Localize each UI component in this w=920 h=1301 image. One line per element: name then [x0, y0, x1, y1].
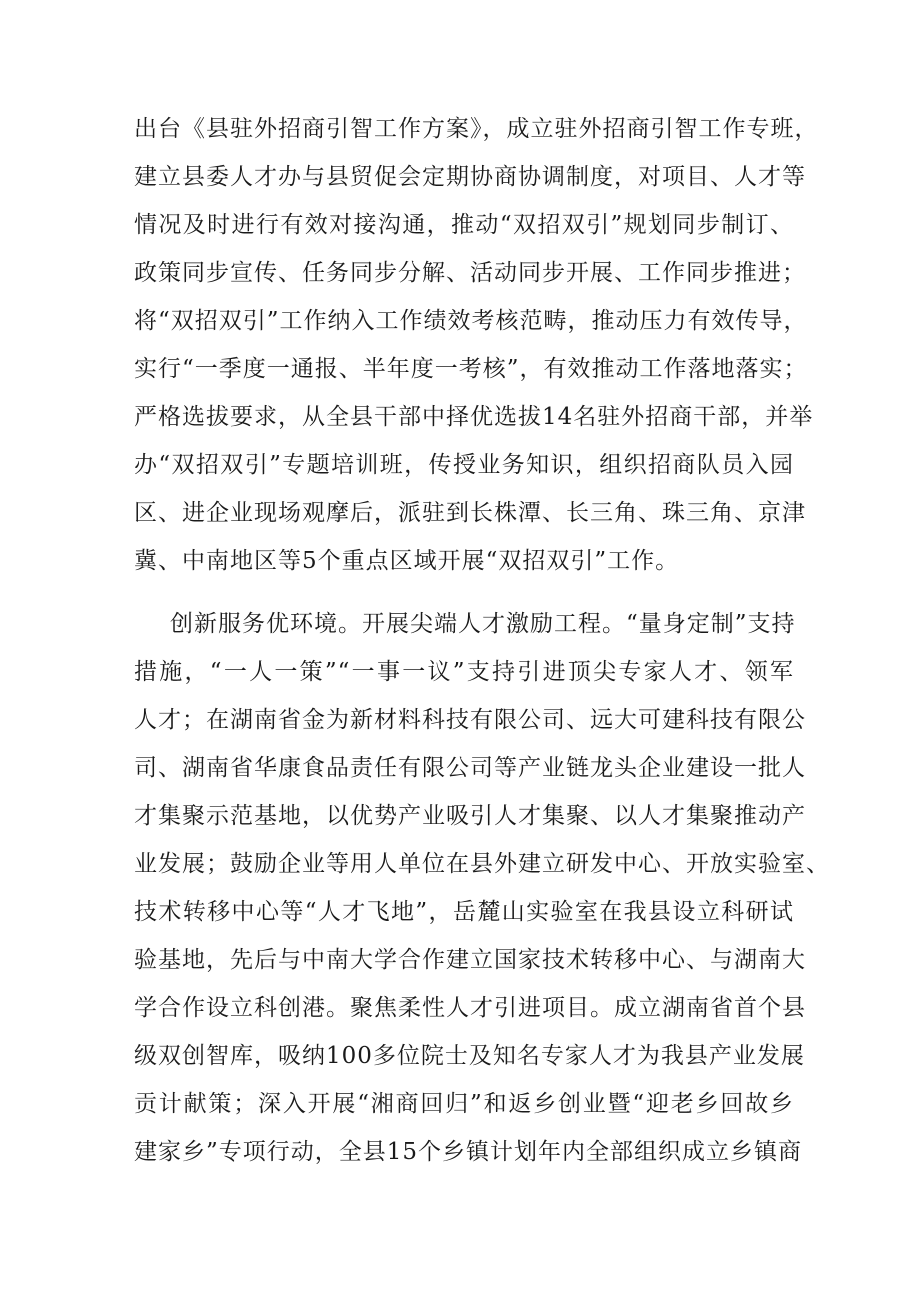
- text-line: 建立县委人才办与县贸促会定期协商协调制度，对项目、人才等: [134, 164, 806, 190]
- text-line: 贡计献策；深入开展“湘商回归”和返乡创业暨“迎老乡回故乡: [134, 1091, 794, 1117]
- text-line: 将“双招双引”工作纳入工作绩效考核范畴，推动压力有效传导，: [134, 308, 808, 334]
- text-line: 出台《县驻外招商引智工作方案》，成立驻外招商引智工作专班，: [134, 116, 819, 142]
- text-line: 实行“一季度一通报、半年度一考核”，有效推动工作落地落实；: [134, 356, 808, 382]
- text-line: 办“双招双引”专题培训班，传授业务知识，组织招商队员入园: [134, 452, 794, 478]
- text-line: 冀、中南地区等5个重点区域开展“双招双引”工作。: [134, 548, 680, 574]
- text-line: 区、进企业现场观摩后，派驻到长株潭、长三角、珠三角、京津: [134, 500, 806, 526]
- text-line: 业发展；鼓励企业等用人单位在县外建立研发中心、开放实验室、: [134, 851, 830, 877]
- text-line: 政策同步宣传、任务同步分解、活动同步开展、工作同步推进；: [134, 260, 806, 286]
- text-line: 严格选拔要求，从全县干部中择优选拔14名驻外招商干部，并举: [134, 404, 814, 430]
- text-line: 才集聚示范基地，以优势产业吸引人才集聚、以人才集聚推动产: [134, 803, 806, 829]
- paragraph-1: [134, 105, 819, 585]
- text-line: 验基地，先后与中南大学合作建立国家技术转移中心、与湖南大: [134, 947, 806, 973]
- text-line: 技术转移中心等“人才飞地”，岳麓山实验室在我县设立科研试: [134, 899, 794, 925]
- text-line: 建家乡”专项行动，全县15个乡镇计划年内全部组织成立乡镇商: [134, 1139, 803, 1165]
- paragraph-2: [134, 600, 830, 1176]
- text-line: 级双创智库，吸纳100多位院士及知名专家人才为我县产业发展: [134, 1043, 805, 1069]
- text-line: 学合作设立科创港。聚焦柔性人才引进项目。成立湖南省首个县: [134, 995, 806, 1021]
- text-line: 司、湖南省华康食品责任有限公司等产业链龙头企业建设一批人: [134, 755, 806, 781]
- text-line: 措施，“一人一策”“一事一议”支持引进顶尖专家人才、领军: [134, 659, 794, 685]
- text-line: 人才；在湖南省金为新材料科技有限公司、远大可建科技有限公: [134, 707, 806, 733]
- text-line: 情况及时进行有效对接沟通，推动“双招双引”规划同步制订、: [134, 212, 794, 238]
- text-line: 创新服务优环境。开展尖端人才激励工程。“量身定制”支持: [170, 611, 796, 637]
